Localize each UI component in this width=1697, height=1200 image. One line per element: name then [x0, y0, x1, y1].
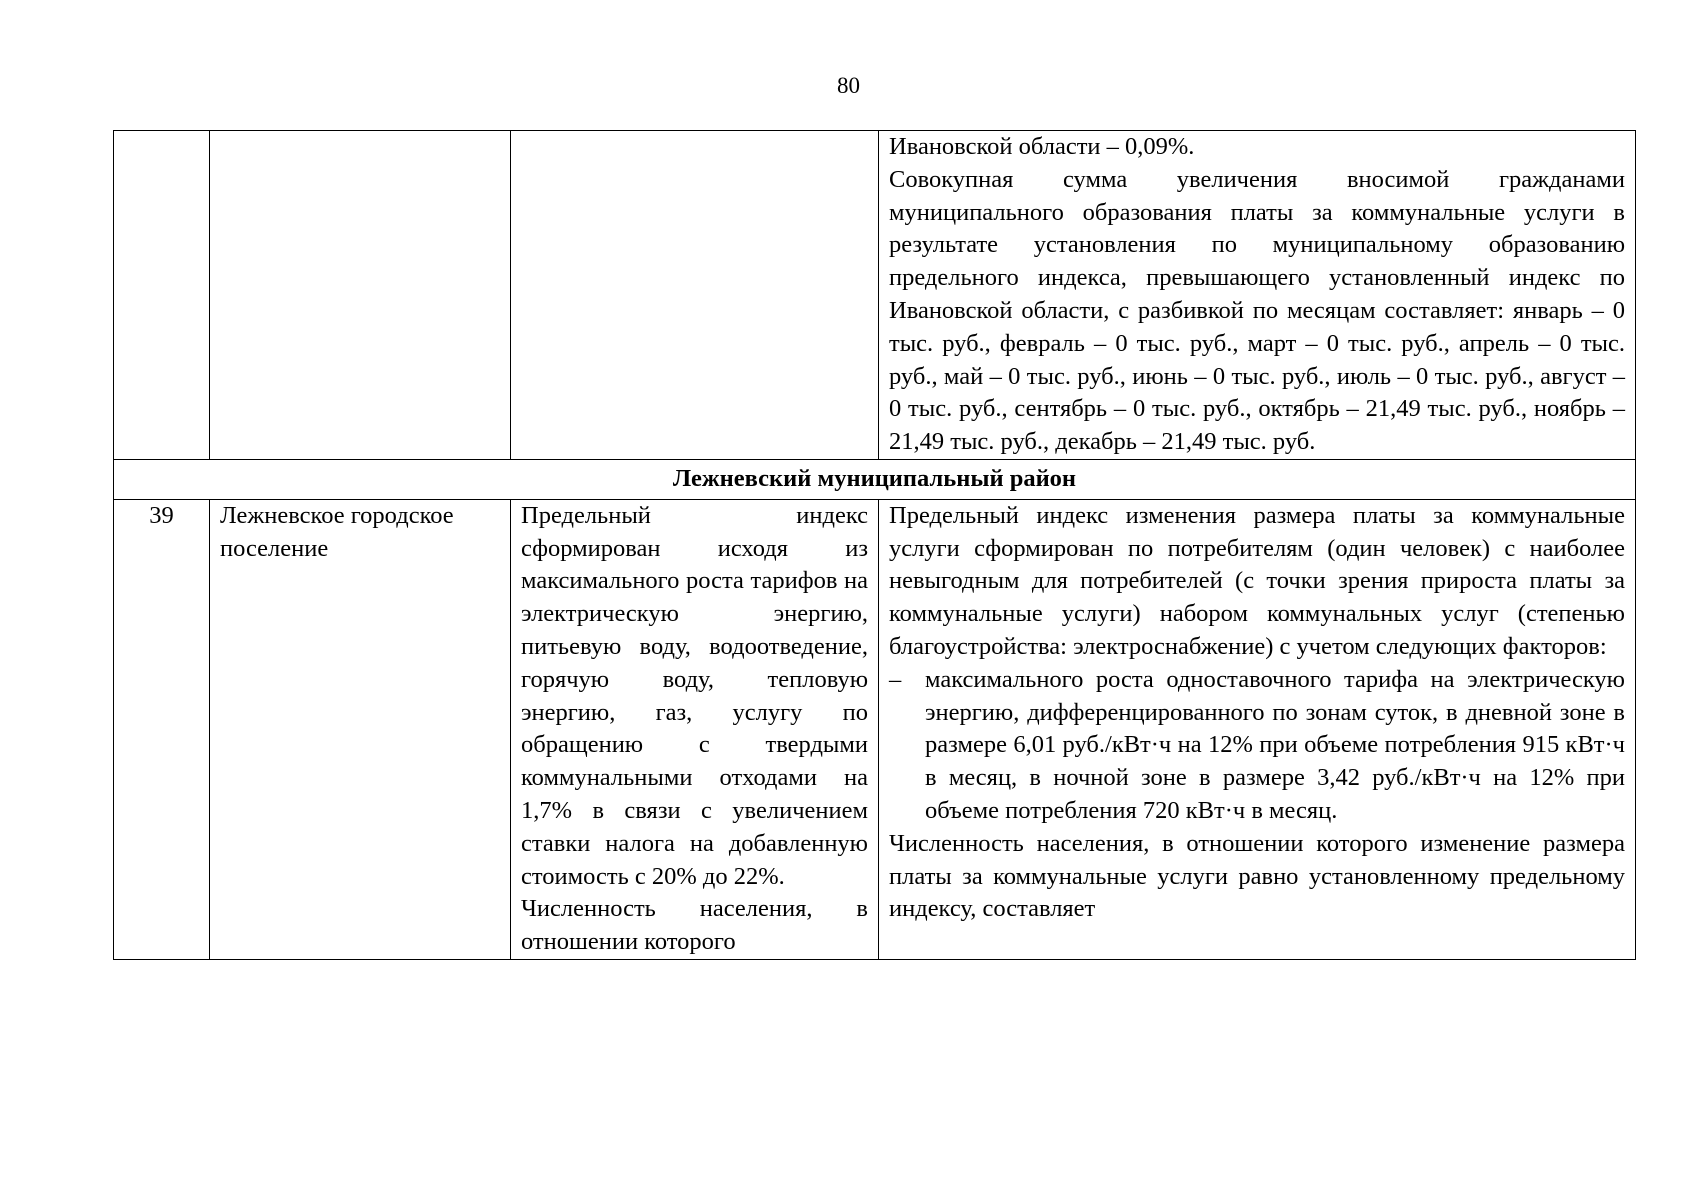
district-header: Лежневский муниципальный район — [114, 459, 1636, 499]
details-tail-clip — [889, 828, 1625, 926]
basis-paragraph: Предельный индекс сформирован исходя из максимального роста тарифов на электрическую энергию, питьевую воду, водоотведение, горячую воду, тепловую энергию, газ, услугу по обращению с твердыми коммунальными отходами на 1,7% в связи с увеличением ставки налога на добавленную стоимость с 20% до 22%. — [521, 501, 868, 890]
index-details-cell — [879, 499, 1636, 959]
details-paragraph: Ивановской области – 0,09%. — [889, 133, 1195, 160]
index-basis-cell — [511, 131, 879, 460]
settlement-name-cell — [210, 131, 511, 460]
details-intro: Предельный индекс изменения размера платы за коммунальные услуги сформирован по потребителям (один человек) с наиболее невыгодным для потребителей (с точки зрения прироста платы за коммунальные услуги) набором коммунальных услуг (степенью благоустройства: электроснабжение) с учетом следующих факторов: — [889, 501, 1625, 660]
tariff-index-table — [113, 130, 1636, 960]
row-number: 39 — [114, 499, 210, 959]
table-row — [114, 131, 1636, 460]
details-paragraph: Совокупная сумма увеличения вносимой гражданами муниципального образования платы за коммунальные услуги в результате установления по муниципальному образованию предельного индекса, превышающего установленный индекс по Ивановской области, с разбивкой по месяцам составляет: январь – 0 тыс. руб., февраль – 0 тыс. руб., март – 0 тыс. руб., апрель – 0 тыс. руб., май – 0 тыс. руб., июнь – 0 тыс. руб., июль – 0 тыс. руб., август – 0 тыс. руб., сентябрь – 0 тыс. руб., октябрь – 21,49 тыс. руб., ноябрь – 21,49 тыс. руб., декабрь – 21,49 тыс. руб. — [889, 165, 1625, 456]
details-tail: Численность населения, в отношении которого изменение размера платы за коммунальные услуги равно установленному предельному индексу, составляет — [889, 829, 1625, 923]
table-row — [114, 499, 1636, 959]
row-number-cell — [114, 131, 210, 460]
district-header-row — [114, 459, 1636, 499]
settlement-name: Лежневское городское поселение — [210, 499, 511, 959]
factors-list — [889, 664, 1625, 828]
basis-paragraph: Численность населения, в отношении которого — [521, 895, 868, 956]
factor-item: – максимального роста одноставочного тарифа на электрическую энергию, дифференцированного по зонам суток, в дневной зоне в размере 6,01 руб./кВт·ч на 12% при объеме потребления 915 кВт·ч в месяц, в ночной зоне в размере 3,42 руб./кВт·ч на 12% при объеме потребления 720 кВт·ч в месяц. — [889, 664, 1625, 828]
index-details-cell — [879, 131, 1636, 460]
page-number: 80 — [837, 73, 860, 98]
index-basis-cell — [511, 499, 879, 959]
